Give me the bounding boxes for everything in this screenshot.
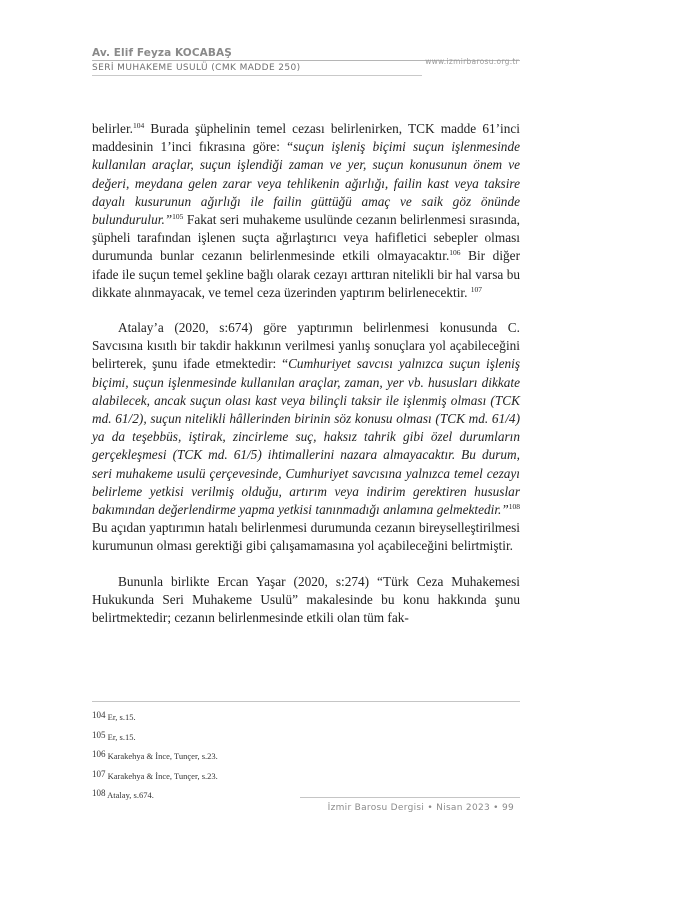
text-run: Fakat seri muhakeme usulünde cezanın belirlenmesi sırasında, şüpheli tarafından işlenen suçta ağırlaştırıcı veya hafifletici sebepler olması durumunda bunlar cezanın belirlenmesinde etkili olmayacaktır. (92, 212, 520, 264)
paragraph-2 (92, 319, 520, 556)
quotation: suçun işleniş biçimi suçun işlenmesinde kullanılan araçlar, suçun işlendiği zaman ve yer, suçun konusunun önem ve değeri, meydana gelen zarar veya tehlikenin ağırlığı, failin kast veya taksire dayalı kusurunun ağırlığı ile failin güttüğü amaç ve saik göz önünde bulundurulur.” (92, 139, 521, 228)
page-footer: İzmir Barosu Dergisi • Nisan 2023 • 99 (327, 803, 514, 813)
footnote-ref[interactable]: 108 (508, 502, 520, 512)
header-subtitle: SERİ MUHAKEME USULÜ (CMK MADDE 250) (92, 63, 301, 73)
header-author: Av. Elif Feyza KOCABAŞ (92, 47, 232, 59)
footnote-number: 104 (92, 710, 106, 720)
footnote-ref[interactable]: 107 (470, 284, 483, 294)
footer-rule (300, 797, 520, 798)
text-run: Bu açıdan yaptırımın hatalı belirlenmesi durumunda cezanın bireyselleştirilmesi kurumunun olması gerektiği gibi çalışamamasına yol açabileceğini belirtmiştir. (92, 520, 520, 554)
footnote-ref[interactable]: 104 (132, 121, 145, 130)
footnote-number: 107 (92, 768, 106, 779)
footnote-number: 105 (92, 729, 106, 740)
footnote-ref[interactable]: 106 (449, 248, 461, 258)
footnote-text: Karakehya & İnce, Tunçer, s.23. (107, 751, 218, 762)
text-run: Bir diğer ifade ile suçun temel şekline bağlı olarak cezayı arttıran nitelikli bir hal varsa bu dikkate alınmayacak, ve temel ceza üzerinden yaptırım belirlenecektir. (92, 248, 521, 300)
text-run: Atalay’a (2020, s:674) göre yaptırımın belirlenmesi konusunda C. Savcısına kısıtlı bir takdir hakkının verilmesi yanlış sonuçlara yol açabileceğini belirterek, şunu ifade etmektedir: “ (92, 320, 520, 372)
footnote-number: 108 (92, 788, 106, 799)
paragraph-1 (92, 120, 520, 302)
footnotes (92, 708, 520, 806)
footnote (92, 747, 520, 767)
text-run: Burada şüphelinin temel cezası belirlenirken, TCK madde 61’inci maddesinin 1’inci fıkrasına göre: “ (92, 121, 520, 155)
footnote-text: Karakehya & İnce, Tunçer, s.23. (107, 770, 218, 781)
footnote-ref[interactable]: 105 (172, 212, 184, 222)
text-run: Bununla birlikte Ercan Yaşar (2020, s:274) “Türk Ceza Muhakemesi Hukukunda Seri Muhakeme Usulü” makalesinde bu konu hakkında şunu belirtmektedir; cezanın belirlenmesinde etkili olan tüm fak- (92, 573, 520, 626)
paragraph-3 (92, 573, 520, 628)
footnote (92, 728, 520, 748)
quotation: Cumhuriyet savcısı yalnızca suçun işleniş biçimi, suçun işlenmesinde kullanılan araçlar, zaman, yer vb. hususları dikkate alabilecek, ancak suçun olası kast veya bilinçli taksir ile işlenmiş olması (TCK md. 61/2), suçun nitelikli hâllerinden birinin söz konusu olması (TCK md. 61/4) ya da teşebbüs, iştirak, zincirleme suç, haksız tahrik gibi özel durumların gerçekleşmesi (TCK md. 61/5) ihtimallerini nazara almayacaktır. Bu durum, seri muhakeme usulü çerçevesinde, Cumhuriyet savcısına yalnızca temel cezayı belirleme yetkisi verilmiş olduğu, artırım veya indirim gerektiren hususlar bakımından değerlendirme yapma yetkisi tanınmadığı anlamına gelmektedir.” (92, 356, 520, 518)
footnote (92, 767, 520, 787)
footnote-text: Er, s.15. (107, 712, 136, 722)
footnote-separator (92, 701, 520, 702)
body-text (92, 120, 520, 627)
text-run: belirler. (92, 121, 133, 136)
footnote (92, 708, 520, 728)
header-subrule (92, 75, 422, 76)
footnote-number: 106 (92, 749, 106, 760)
header-url[interactable]: www.izmirbarosu.org.tr (425, 57, 519, 66)
footnote-text: Atalay, s.674. (107, 790, 154, 801)
footnote-text: Er, s.15. (107, 731, 136, 742)
